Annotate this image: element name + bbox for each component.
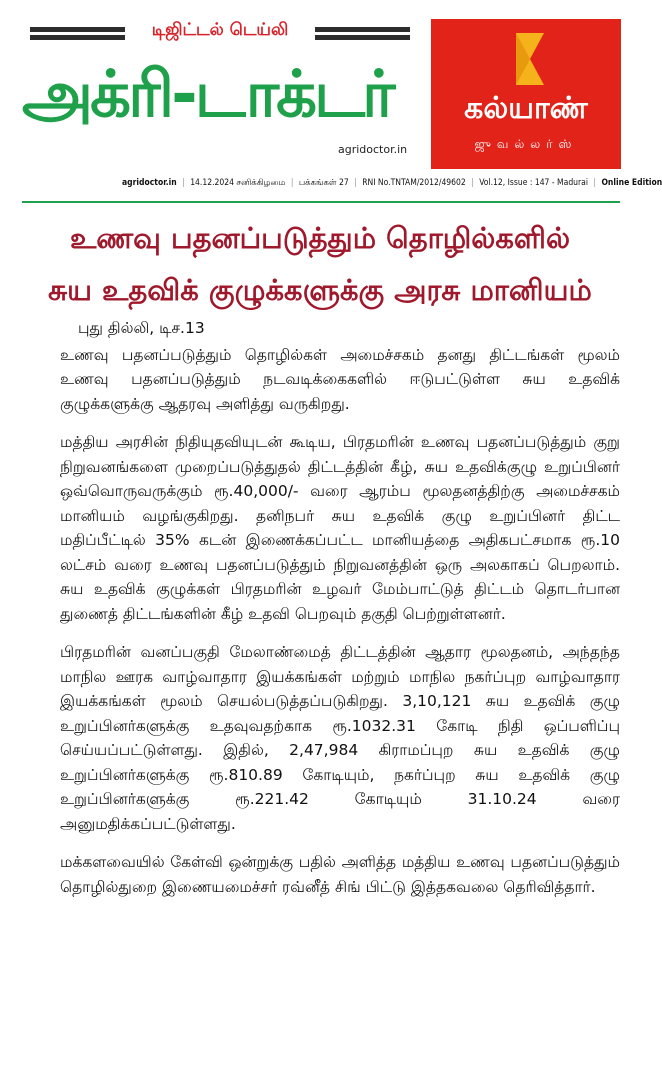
info-separator: |	[182, 178, 185, 188]
info-separator: |	[593, 178, 596, 188]
article-paragraph: உணவு பதனப்படுத்தும் தொழில்கள் அமைச்சகம் தனது திட்டங்கள் மூலம் உணவு பதனப்படுத்தும் நடவடிக்கைகளில் ஈடுபட்டுள்ள சுய உதவிக் குழுக்களுக்கு ஆதரவு அளித்து வருகிறது.	[60, 345, 620, 413]
info-pages: பக்கங்கள் 27	[298, 178, 349, 188]
info-rni: RNI No.TNTAM/2012/49602	[362, 178, 466, 188]
kalyan-logo-icon	[510, 29, 550, 89]
masthead-divider	[22, 201, 620, 203]
article-paragraph: மக்களவையில் கேள்வி ஒன்றுக்கு பதில் அளித்த மத்திய உணவு பதனப்படுத்தும் தொழில்துறை இணையமைச்சர் ரவ்னீத் சிங் பிட்டு இத்தகவலை தெரிவித்தார்.	[60, 853, 620, 896]
advertiser-name: கல்யாண்	[464, 91, 588, 126]
kalyan-advertisement[interactable]	[431, 19, 621, 169]
article-headline	[20, 212, 620, 316]
tagline-rule	[315, 27, 410, 32]
info-separator: |	[354, 178, 357, 188]
issue-info-bar	[122, 178, 662, 194]
article-paragraph: மத்திய அரசின் நிதியுதவியுடன் கூடிய, பிரதமரின் உணவு பதனப்படுத்தும் குறு நிறுவனங்களை முறைப்படுத்துதல் திட்டத்தின் கீழ், சுய உதவிக்குழு உறுப்பினர் ஒவ்வொருவருக்கும் ரூ.40,000/- வரை ஆரம்ப மூலதனத்திற்கு அமைச்சகம் மானியம் வழங்குகிறது. தனிநபர் சுய உதவிக் குழு உறுப்பினர் திட்ட மதிப்பீட்டில் 35% கடன் இணைக்கப்பட்ட மானியத்தை அதிகபட்சமாக ரூ.10 லட்சம் வரை உணவு பதனப்படுத்தும் நிறுவனத்தின் ஒரு அலகாகப் பெறலாம். சுய உதவிக் குழுக்கள் பிரதமரின் உழவர் மேம்பாட்டுத் திட்டம் தொடர்பான துணைத் திட்டங்களின் கீழ் உதவி பெறவும் தகுதி பெற்றுள்ளனர்.	[60, 433, 620, 623]
brand-name: அக்ரி-டாக்டர்	[22, 58, 393, 132]
article-dateline: புது தில்லி, டிச.13	[78, 319, 205, 337]
info-edition: Online Edition	[601, 178, 662, 188]
tagline-rule	[30, 35, 125, 40]
advertiser-subtitle: ஜுவல்லர்ஸ்	[474, 137, 578, 151]
article-paragraph: பிரதமரின் வனப்பகுதி மேலாண்மைத் திட்டத்தின் ஆதார மூலதனம், அந்தந்த மாநில ஊரக வாழ்வாதார இயக்கங்கள் மற்றும் மாநில நகர்ப்புற வாழ்வாதார இயக்கங்கள் மூலம் செயல்படுத்தப்படுகிறது. 3,10,121 சுய உதவிக் குழு உறுப்பினர்களுக்கு உதவுவதற்காக ரூ.1032.31 கோடி நிதி ஒப்பளிப்பு செய்யப்பட்டுள்ளது. இதில், 2,47,984 கிராமப்புற சுய உதவிக் குழு உறுப்பினர்களுக்கு ரூ.810.89 கோடியும், நகர்ப்புற சுய உதவிக் குழு உறுப்பினர்களுக்கு ரூ.221.42 கோடியும் 31.10.24 வரை அனுமதிக்கப்பட்டுள்ளது.	[60, 643, 620, 833]
info-site: agridoctor.in	[122, 178, 177, 188]
tagline-rule	[315, 35, 410, 40]
brand-site: agridoctor.in	[338, 143, 408, 156]
masthead-tagline	[30, 20, 410, 46]
info-separator: |	[290, 178, 294, 188]
headline-line-2: சுய உதவிக் குழுக்களுக்கு அரசு மானியம்	[48, 273, 592, 307]
info-separator: |	[471, 178, 474, 188]
info-date: 14.12.2024 சனிக்கிழமை	[190, 178, 286, 188]
headline-line-1: உணவு பதனப்படுத்தும் தொழில்களில்	[69, 221, 571, 255]
masthead	[0, 0, 662, 200]
article-body	[60, 316, 620, 913]
tagline-text: டிஜிட்டல் டெய்லி	[151, 20, 289, 40]
tagline-rule	[30, 27, 125, 32]
info-volume: Vol.12, Issue : 147 - Madurai	[479, 178, 588, 188]
